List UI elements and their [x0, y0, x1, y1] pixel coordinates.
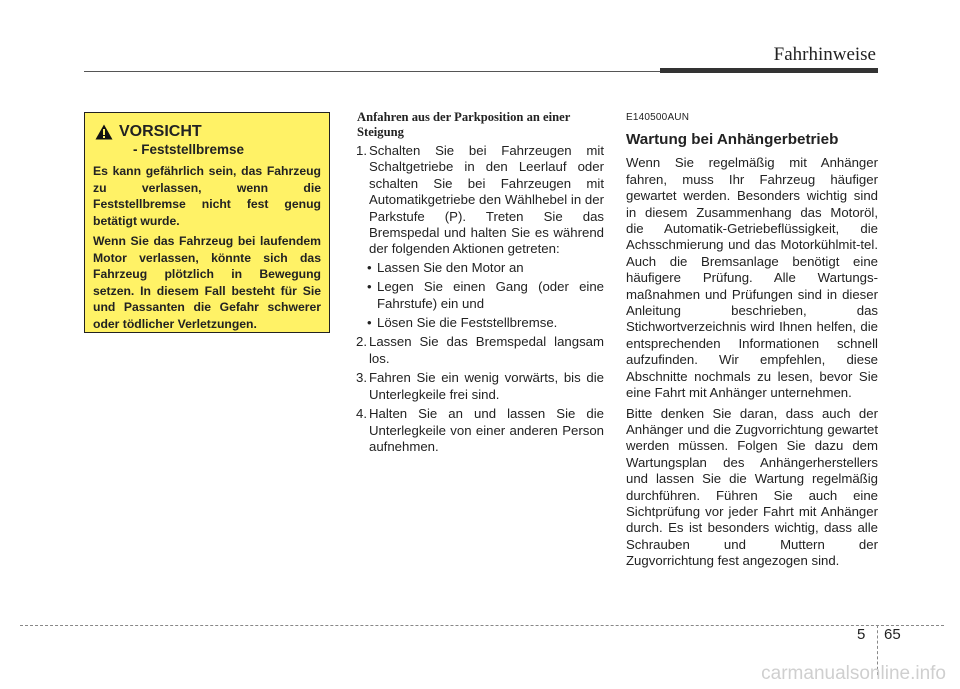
step-text: Fahren Sie ein wenig vorwärts, bis die Unterlegkeile frei sind. — [369, 370, 604, 402]
caution-paragraph: Wenn Sie das Fahrzeug bei laufendem Motor verlassen, könnte sich das Fahrzeug plötzlich in Bewegung setzen. In diesem Fall besteht für Sie und Passanten die Gefahr schwerer oder tödlicher Verletzungen. — [93, 234, 321, 331]
steps-list — [357, 143, 604, 455]
page-number: 65 — [884, 626, 901, 643]
bullet-list — [367, 260, 604, 332]
step-item — [357, 334, 604, 367]
step-text: Halten Sie an und lassen Sie die Unterlegkeile von einer anderen Person aufnehmen. — [369, 406, 604, 454]
trailer-maintenance-section — [626, 110, 878, 574]
step-item — [357, 406, 604, 455]
section-heading: Anfahren aus der Parkposition an einer Steigung — [357, 110, 571, 139]
step-number: 1. — [356, 143, 367, 158]
chapter-number: 5 — [857, 626, 866, 643]
body-paragraph: Bitte denken Sie daran, dass auch der Anhänger und die Zugvorrichtung gewartet werden müssen. Folgen Sie dazu dem Wartungsplan des Anhängerherstellers und lassen Sie die Wartung regelmäßig durchführen. Führen Sie auch eine Sichtprüfung vor jeder Fahrt mit Anhänger durch. Es ist besonders wichtig, dass alle Schrauben und Muttern der Zugvorrichtung fest angezogen sind. — [626, 405, 878, 569]
header-rule-accent — [660, 68, 878, 73]
step-text: Schalten Sie bei Fahrzeugen mit Schaltgetriebe in den Leerlauf oder schalten Sie bei Fahrzeugen mit Automatikgetriebe den Wählhebel in der Parkstufe (P). Treten Sie das Bremspedal und halten Sie es während der folgenden Aktionen getreten: — [369, 143, 604, 257]
body-paragraph: Wenn Sie regelmäßig mit Anhänger fahren, muss Ihr Fahrzeug häufiger gewartet werden. Besonders wichtig sind in diesem Zusammenhang das Motoröl, die Automatik-Getriebeflüssigkeit, die Achsschmierung und das Motorkühlmit-tel. Auch die Bremsanlage benötigt eine häufigere Prüfung. Alle Wartungs-maßnahmen und Prüfungen sind in dieser Anleitung beschrieben, das Stichwortverzeichnis wird Ihnen helfen, die entsprechenden Informationen schnell aufzufinden. Wir empfehlen, diese Abschnitte nochmals zu lesen, bevor Sie eine Fahrt mit Anhänger unternehmen. — [626, 155, 878, 401]
bullet-item: • Lassen Sie den Motor an — [367, 260, 604, 276]
caution-paragraph: Es kann gefährlich sein, das Fahrzeug zu verlassen, wenn die Feststellbremse nicht fest genug betätigt wurde. — [93, 164, 321, 228]
watermark: carmanualsonline.info — [761, 663, 946, 684]
page-header-title: Fahrhinweise — [773, 44, 876, 65]
bullet-item: • Lösen Sie die Feststellbremse. — [367, 315, 604, 331]
step-number: 2. — [356, 334, 367, 350]
step-text: Lassen Sie das Bremspedal langsam los. — [369, 334, 604, 366]
section-heading: Wartung bei Anhängerbetrieb — [626, 131, 839, 149]
caution-box — [84, 112, 330, 333]
step-number: 4. — [356, 406, 367, 422]
step-item — [357, 143, 604, 331]
section-code: E140500AUN — [626, 112, 690, 123]
caution-subtitle: - Feststellbremse — [133, 142, 245, 157]
hill-start-section — [357, 110, 604, 458]
warning-triangle-icon — [95, 124, 113, 140]
step-number: 3. — [356, 370, 367, 386]
footer-rule — [20, 625, 944, 626]
header-rule — [84, 71, 664, 72]
step-item — [357, 370, 604, 403]
caution-title: VORSICHT — [119, 123, 202, 140]
caution-header — [93, 123, 321, 159]
bullet-item: • Legen Sie einen Gang (oder eine Fahrstufe) ein und — [367, 279, 604, 312]
